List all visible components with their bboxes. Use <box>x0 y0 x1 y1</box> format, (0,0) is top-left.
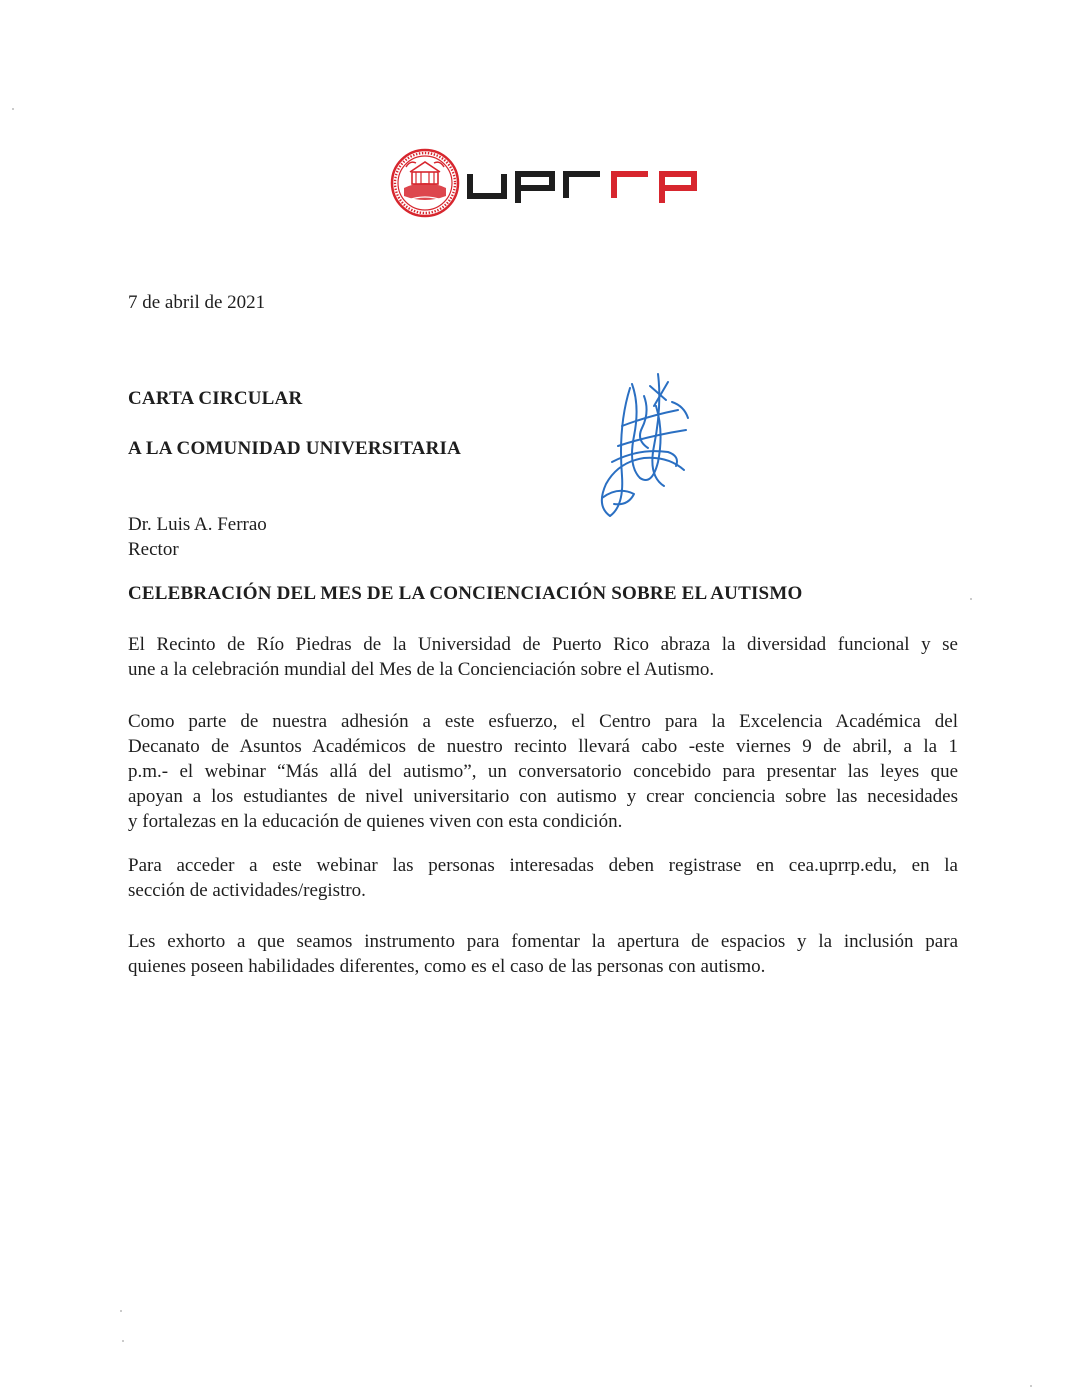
paragraph-3 <box>128 853 958 903</box>
uprrp-logo <box>390 148 700 218</box>
sender-block <box>128 512 267 562</box>
logo-letter-r2 <box>614 174 648 198</box>
letter-date: 7 de abril de 2021 <box>128 292 266 313</box>
paragraph-1 <box>128 632 958 682</box>
logo-letter-r1 <box>566 174 600 198</box>
paragraph-4-line: Les exhorto a que seamos instrumento para fomentar la apertura de espacios y la inclusión para <box>128 931 958 952</box>
circular-title: CARTA CIRCULAR <box>128 388 303 409</box>
paragraph-3-line: Para acceder a este webinar las personas interesadas deben registrase en cea.uprrp.edu, en la <box>128 855 958 876</box>
paragraph-3-line: sección de actividades/registro. <box>128 880 366 901</box>
paragraph-2-line: p.m.- el webinar “Más allá del autismo”, un conversatorio concebido para presentar las leyes que <box>128 761 958 782</box>
scan-speck <box>120 1310 122 1312</box>
scan-speck <box>1030 1385 1032 1387</box>
paragraph-1-line: une a la celebración mundial del Mes de la Concienciación sobre el Autismo. <box>128 659 715 680</box>
paragraph-2-line: Decanato de Asuntos Académicos de nuestro recinto llevará cabo -este viernes 9 de abril, a la 1 <box>128 736 958 757</box>
handwritten-signature <box>588 366 698 526</box>
subject-heading: CELEBRACIÓN DEL MES DE LA CONCIENCIACIÓN SOBRE EL AUTISMO <box>128 583 803 604</box>
paragraph-4-line: quienes poseen habilidades diferentes, como es el caso de las personas con autismo. <box>128 956 766 977</box>
paragraph-2 <box>128 709 958 834</box>
scan-speck <box>122 1340 124 1342</box>
paragraph-2-line: Como parte de nuestra adhesión a este esfuerzo, el Centro para la Excelencia Académica del <box>128 711 958 732</box>
recipient-heading: A LA COMUNIDAD UNIVERSITARIA <box>128 438 462 459</box>
sender-name: Dr. Luis A. Ferrao <box>128 514 267 535</box>
paragraph-2-line: y fortalezas en la educación de quienes viven con esta condición. <box>128 811 623 832</box>
logo-letter-p <box>518 174 552 203</box>
uprrp-logo-graphic <box>390 148 700 218</box>
signature-graphic <box>588 366 698 526</box>
paragraph-2-line: apoyan a los estudiantes de nivel universitario con autismo y crear conciencia sobre las necesidades <box>128 786 958 807</box>
logo-letter-u <box>470 174 504 196</box>
scan-speck <box>970 598 972 600</box>
scan-speck <box>12 108 14 110</box>
paragraph-4 <box>128 929 958 979</box>
sender-title: Rector <box>128 539 179 560</box>
university-seal-icon <box>392 150 458 216</box>
paragraph-1-line: El Recinto de Río Piedras de la Universidad de Puerto Rico abraza la diversidad funcional y se <box>128 634 958 655</box>
logo-letter-p2 <box>662 174 694 203</box>
